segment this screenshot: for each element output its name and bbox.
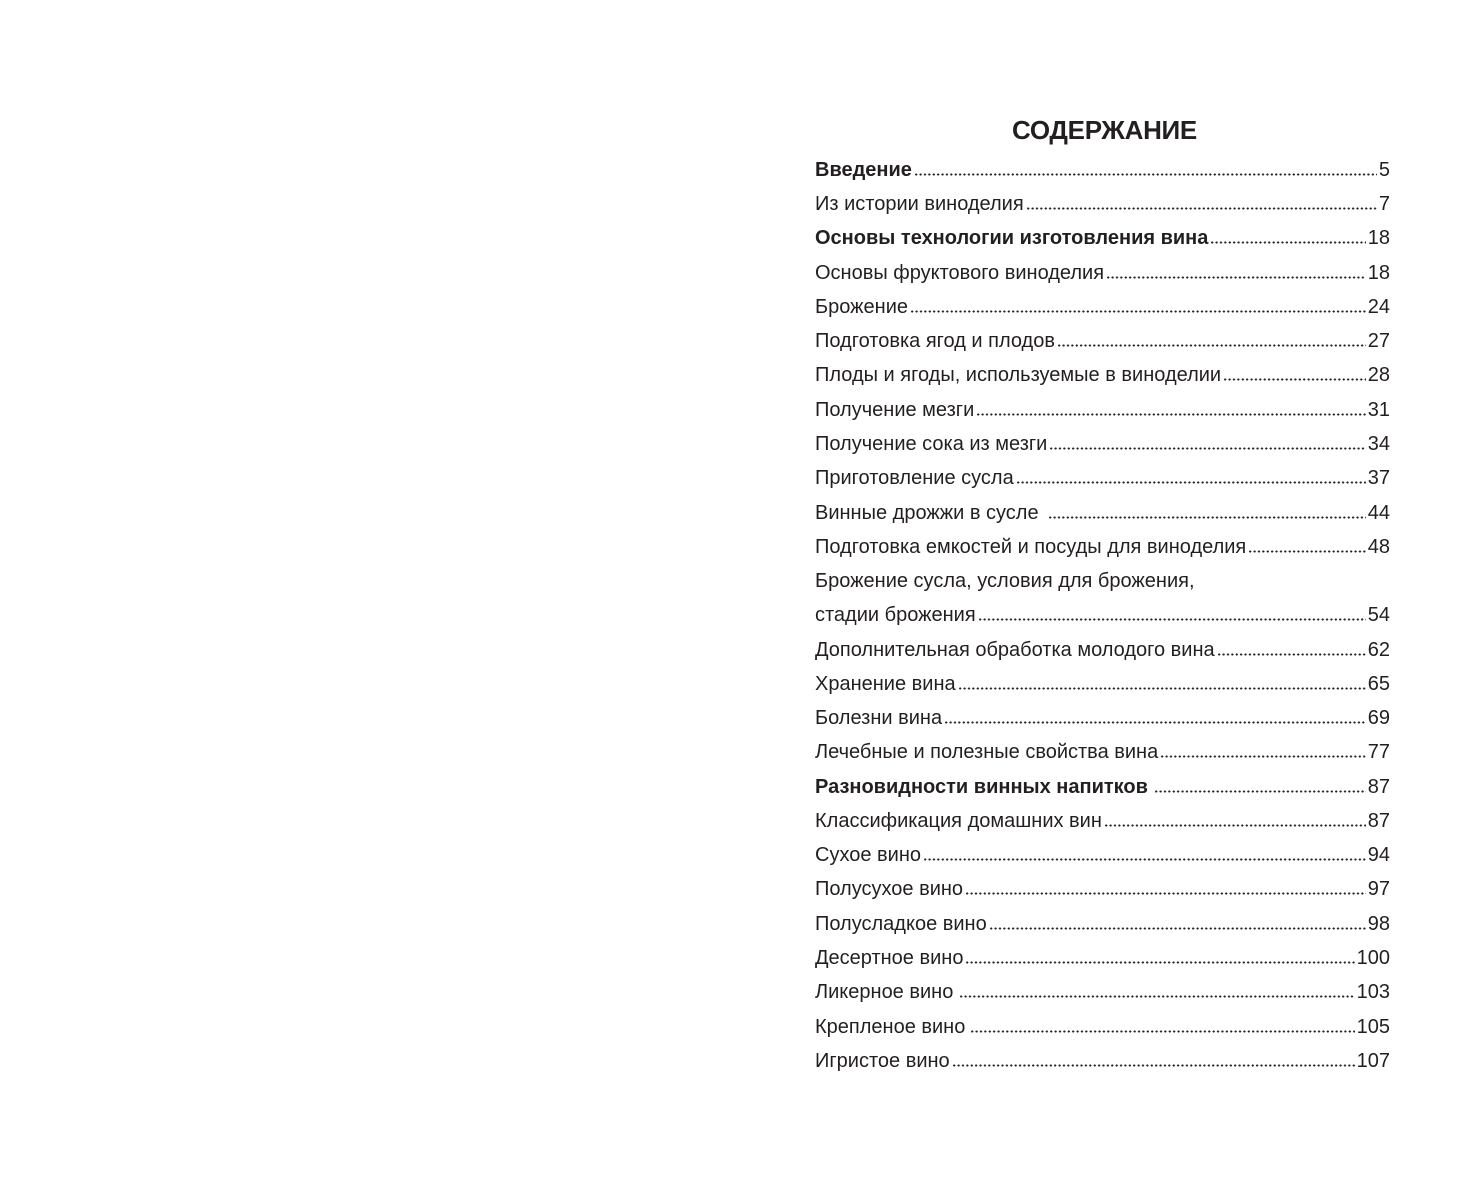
leader-dots <box>976 413 1366 416</box>
leader-dots <box>989 927 1366 930</box>
toc-entry <box>815 358 1390 392</box>
leader-dots <box>965 892 1366 895</box>
toc-entry-title: Подготовка ягод и плодов <box>815 330 1055 353</box>
toc-entry <box>815 907 1390 941</box>
toc-entry-title: Классификация домашних вин <box>815 809 1102 832</box>
toc-entry-section <box>815 770 1390 804</box>
toc-entry-page: 94 <box>1367 844 1390 867</box>
toc-entry-page: 107 <box>1356 1049 1390 1072</box>
toc-entry-page: 105 <box>1356 1015 1390 1038</box>
toc-entry-title: Винные дрожжи в сусле <box>815 501 1039 524</box>
toc-entry-title: Разновидности винных напитков <box>815 775 1148 798</box>
toc-entry <box>815 633 1390 667</box>
toc-entry-title: Основы фруктового виноделия <box>815 261 1105 284</box>
toc-entry-page: 28 <box>1367 364 1390 387</box>
leader-dots <box>1104 824 1366 827</box>
toc-entry-title: Из истории виноделия <box>815 193 1024 216</box>
toc-entry <box>815 941 1390 975</box>
toc-entry <box>815 667 1390 701</box>
toc-entry-title: Получение сока из мезги <box>815 433 1048 456</box>
leader-dots <box>1026 207 1377 210</box>
leader-dots <box>965 961 1354 964</box>
leader-dots <box>1016 481 1366 484</box>
toc-entry-title: Плоды и ягоды, используемые в виноделии <box>815 364 1222 387</box>
leader-dots <box>1248 550 1366 553</box>
toc-entry-title-first-line: Брожение сусла, условия для брожения, <box>815 570 1195 593</box>
leader-dots <box>959 995 1354 998</box>
toc-entry-page: 69 <box>1367 707 1390 730</box>
toc-entry <box>815 735 1390 769</box>
toc-entry <box>815 838 1390 872</box>
toc-entry <box>815 496 1390 530</box>
toc-entry-page: 7 <box>1378 193 1390 216</box>
leader-dots <box>1048 516 1366 519</box>
toc-entry-title: Подготовка емкостей и посуды для виноделия <box>815 535 1247 558</box>
leader-dots <box>1049 447 1365 450</box>
leader-dots <box>910 310 1366 313</box>
toc-entry-page: 18 <box>1367 261 1390 284</box>
toc-entry-title: Получение мезги <box>815 398 975 421</box>
toc-entry-page: 31 <box>1367 398 1390 421</box>
toc-entry-section <box>815 153 1390 187</box>
toc-entry <box>815 701 1390 735</box>
toc-entry-page: 34 <box>1367 433 1390 456</box>
toc-entry-title: Полусладкое вино <box>815 912 987 935</box>
toc-entry-title: Болезни вина <box>815 707 943 730</box>
toc-entry-page: 87 <box>1367 775 1390 798</box>
toc-entry-page: 54 <box>1367 604 1390 627</box>
toc-entry-page: 18 <box>1367 227 1390 250</box>
toc-entry <box>815 461 1390 495</box>
toc-entry-title: Брожение <box>815 295 908 318</box>
leader-dots <box>923 858 1366 861</box>
toc-entry-title: Крепленое вино <box>815 1015 966 1038</box>
toc-entry-title: Игристое вино <box>815 1049 950 1072</box>
toc-entry <box>815 290 1390 324</box>
toc-entry-page: 97 <box>1367 878 1390 901</box>
toc-entry <box>815 427 1390 461</box>
toc-entry-title: Основы технологии изготовления вина <box>815 227 1209 250</box>
toc-entry-title: Ликерное вино <box>815 981 954 1004</box>
toc-entry-page: 87 <box>1367 809 1390 832</box>
toc-entry-wrapped-line <box>815 564 1390 598</box>
toc-entry-page: 77 <box>1367 741 1390 764</box>
toc-entry <box>815 324 1390 358</box>
toc-entry-page: 62 <box>1367 638 1390 661</box>
toc-entry-page: 37 <box>1367 467 1390 490</box>
toc-entry-page: 98 <box>1367 912 1390 935</box>
toc-entry-page: 27 <box>1367 330 1390 353</box>
toc-entry <box>815 1010 1390 1044</box>
leader-dots <box>1217 653 1366 656</box>
toc-entry-title: Введение <box>815 158 912 181</box>
toc-entry-title: Хранение вина <box>815 672 956 695</box>
toc-entry-page: 24 <box>1367 295 1390 318</box>
toc-entry-title: Дополнительная обработка молодого вина <box>815 638 1215 661</box>
leader-dots <box>944 721 1366 724</box>
toc-entry-title: Приготовление сусла <box>815 467 1014 490</box>
leader-dots <box>952 1064 1355 1067</box>
toc-entry-page: 48 <box>1367 535 1390 558</box>
toc-entry-title: Лечебные и полезные свойства вина <box>815 741 1159 764</box>
toc-entry-title: Десертное вино <box>815 947 964 969</box>
leader-dots <box>1057 344 1366 347</box>
toc-entry <box>815 393 1390 427</box>
toc-entry <box>815 598 1390 632</box>
leader-dots <box>958 687 1366 690</box>
leader-dots <box>1210 241 1365 244</box>
toc-entry-section <box>815 221 1390 255</box>
leader-dots <box>1160 755 1366 758</box>
leader-dots <box>1223 378 1366 381</box>
toc-list <box>815 153 1390 1078</box>
leader-dots <box>914 173 1377 176</box>
toc-entry-title: Сухое вино <box>815 844 921 867</box>
toc-entry <box>815 872 1390 906</box>
leader-dots <box>970 1030 1354 1033</box>
toc-entry-title: Полусухое вино <box>815 878 964 901</box>
toc-entry-page: 103 <box>1356 981 1390 1004</box>
toc-heading: СОДЕРЖАНИЕ <box>1012 115 1197 145</box>
leader-dots <box>1106 276 1366 279</box>
toc-entry-page: 44 <box>1367 501 1390 524</box>
toc-entry <box>815 1044 1390 1078</box>
toc-entry <box>815 530 1390 564</box>
toc-entry <box>815 256 1390 290</box>
toc-entry <box>815 975 1390 1009</box>
toc-entry-title: стадии брожения <box>815 604 976 627</box>
leader-dots <box>1154 790 1366 793</box>
toc-entry-page: 5 <box>1378 158 1390 181</box>
leader-dots <box>978 618 1366 621</box>
toc-entry-page: 100 <box>1356 947 1390 969</box>
toc-entry <box>815 187 1390 221</box>
toc-entry-page: 65 <box>1367 672 1390 695</box>
toc-entry <box>815 804 1390 838</box>
